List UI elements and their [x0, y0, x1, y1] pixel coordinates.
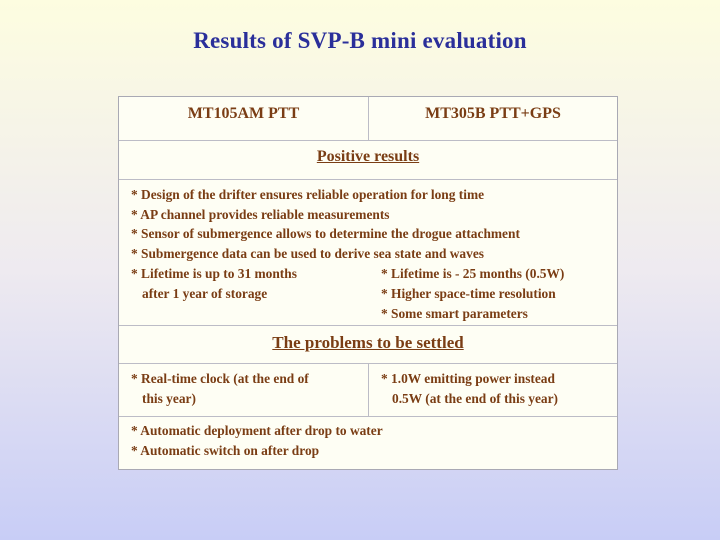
list-item: * Higher space-time resolution: [381, 285, 556, 301]
positive-results-body: [119, 179, 617, 325]
list-item: * Design of the drifter ensures reliable operation for long time: [131, 187, 485, 202]
positive-right-list: [381, 264, 564, 323]
list-item: * Some smart parameters: [381, 305, 528, 321]
list-item: * Automatic deployment after drop to water: [131, 423, 383, 438]
positive-common-list: [131, 185, 617, 263]
list-item: * Lifetime is - 25 months (0.5W): [381, 266, 565, 282]
list-item: this year): [142, 390, 196, 406]
list-item: 0.5W (at the end of this year): [392, 390, 559, 406]
problems-heading: The problems to be settled: [272, 333, 464, 352]
positive-split: [131, 264, 617, 323]
positive-heading-row: [119, 140, 617, 179]
header-col-mt105am: MT105AM PTT: [119, 97, 369, 140]
slide-title: Results of SVP-B mini evaluation: [193, 28, 527, 53]
positive-left-list: [131, 264, 381, 323]
header-row: [119, 97, 617, 140]
problems-heading-row: [119, 325, 617, 363]
list-item: * Submergence data can be used to derive sea state and waves: [131, 245, 484, 261]
list-item: * Real-time clock (at the end of: [131, 371, 309, 386]
problems-split-row: [119, 363, 617, 416]
list-item: * Automatic switch on after drop: [131, 442, 320, 458]
problems-left-cell: [119, 364, 369, 416]
list-item: * AP channel provides reliable measurements: [131, 206, 390, 222]
header-col-mt305b: MT305B PTT+GPS: [425, 105, 561, 122]
list-item: * 1.0W emitting power instead: [381, 371, 555, 386]
list-item: after 1 year of storage: [142, 285, 268, 301]
problems-right-cell: [369, 364, 558, 416]
list-item: * Sensor of submergence allows to determine the drogue attachment: [131, 226, 520, 242]
problems-common-row: [119, 416, 617, 469]
positive-results-heading: Positive results: [316, 148, 420, 165]
list-item: * Lifetime is up to 31 months: [131, 266, 297, 282]
results-table: [118, 96, 618, 470]
